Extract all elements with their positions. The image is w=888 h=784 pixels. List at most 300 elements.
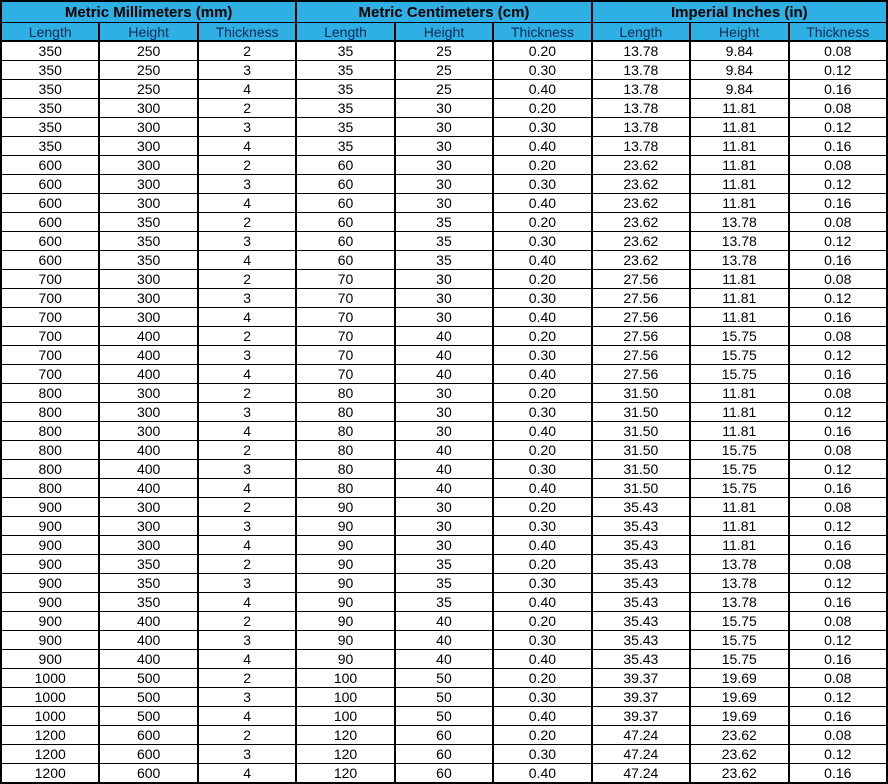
table-cell: 70	[296, 270, 394, 289]
table-cell: 2	[198, 327, 296, 346]
table-cell: 0.16	[789, 365, 888, 384]
table-cell: 1200	[1, 726, 99, 745]
table-cell: 0.16	[789, 251, 888, 270]
table-cell: 500	[99, 707, 197, 726]
table-cell: 35.43	[592, 555, 690, 574]
table-cell: 23.62	[690, 726, 788, 745]
table-cell: 2	[198, 99, 296, 118]
table-cell: 0.12	[789, 175, 888, 194]
table-cell: 600	[99, 764, 197, 784]
table-cell: 0.12	[789, 403, 888, 422]
table-cell: 0.08	[789, 498, 888, 517]
table-cell: 0.16	[789, 707, 888, 726]
table-cell: 900	[1, 612, 99, 631]
table-cell: 30	[395, 498, 493, 517]
column-header-mm-thickness: Thickness	[198, 23, 296, 42]
table-cell: 70	[296, 289, 394, 308]
table-cell: 30	[395, 384, 493, 403]
table-cell: 9.84	[690, 61, 788, 80]
table-cell: 350	[1, 137, 99, 156]
table-cell: 13.78	[592, 61, 690, 80]
table-cell: 700	[1, 289, 99, 308]
table-cell: 0.12	[789, 745, 888, 764]
table-cell: 9.84	[690, 41, 788, 61]
table-cell: 3	[198, 118, 296, 137]
table-row	[1, 631, 887, 650]
table-cell: 11.81	[690, 498, 788, 517]
table-cell: 0.12	[789, 118, 888, 137]
table-cell: 35	[296, 61, 394, 80]
table-cell: 0.40	[493, 137, 591, 156]
table-cell: 4	[198, 194, 296, 213]
table-cell: 60	[296, 175, 394, 194]
table-cell: 300	[99, 384, 197, 403]
table-row	[1, 308, 887, 327]
table-cell: 3	[198, 346, 296, 365]
table-cell: 11.81	[690, 118, 788, 137]
table-cell: 4	[198, 707, 296, 726]
table-cell: 2	[198, 156, 296, 175]
table-cell: 35	[395, 593, 493, 612]
table-row	[1, 365, 887, 384]
table-row	[1, 232, 887, 251]
table-cell: 350	[1, 61, 99, 80]
table-cell: 900	[1, 555, 99, 574]
table-cell: 3	[198, 175, 296, 194]
table-cell: 35.43	[592, 650, 690, 669]
table-cell: 0.30	[493, 289, 591, 308]
table-cell: 2	[198, 498, 296, 517]
table-cell: 4	[198, 593, 296, 612]
table-cell: 60	[296, 213, 394, 232]
table-row	[1, 327, 887, 346]
table-cell: 70	[296, 365, 394, 384]
table-cell: 0.08	[789, 555, 888, 574]
table-row	[1, 422, 887, 441]
table-cell: 11.81	[690, 137, 788, 156]
table-cell: 0.16	[789, 80, 888, 99]
table-cell: 0.12	[789, 289, 888, 308]
table-cell: 30	[395, 156, 493, 175]
group-header-cm: Metric Centimeters (cm)	[296, 1, 591, 23]
table-cell: 11.81	[690, 403, 788, 422]
table-cell: 0.12	[789, 517, 888, 536]
table-cell: 0.40	[493, 194, 591, 213]
table-row	[1, 498, 887, 517]
table-row	[1, 118, 887, 137]
table-cell: 60	[296, 194, 394, 213]
table-cell: 31.50	[592, 403, 690, 422]
table-cell: 400	[99, 365, 197, 384]
table-cell: 19.69	[690, 669, 788, 688]
table-cell: 39.37	[592, 707, 690, 726]
table-row	[1, 441, 887, 460]
table-row	[1, 536, 887, 555]
table-cell: 0.20	[493, 612, 591, 631]
table-cell: 400	[99, 441, 197, 460]
table-cell: 0.40	[493, 593, 591, 612]
table-cell: 35	[296, 118, 394, 137]
table-cell: 13.78	[690, 555, 788, 574]
table-cell: 700	[1, 270, 99, 289]
table-cell: 300	[99, 175, 197, 194]
table-row	[1, 403, 887, 422]
table-cell: 27.56	[592, 270, 690, 289]
table-cell: 13.78	[592, 99, 690, 118]
table-cell: 11.81	[690, 99, 788, 118]
table-cell: 35	[395, 574, 493, 593]
table-cell: 4	[198, 479, 296, 498]
table-cell: 400	[99, 346, 197, 365]
column-header-cm-thickness: Thickness	[493, 23, 591, 42]
table-cell: 31.50	[592, 441, 690, 460]
table-cell: 90	[296, 517, 394, 536]
table-cell: 0.30	[493, 574, 591, 593]
table-cell: 90	[296, 612, 394, 631]
table-cell: 120	[296, 726, 394, 745]
table-cell: 25	[395, 80, 493, 99]
table-cell: 0.16	[789, 479, 888, 498]
table-cell: 40	[395, 460, 493, 479]
table-cell: 23.62	[592, 175, 690, 194]
table-cell: 0.08	[789, 669, 888, 688]
table-cell: 80	[296, 384, 394, 403]
table-cell: 23.62	[592, 232, 690, 251]
table-cell: 600	[1, 194, 99, 213]
table-cell: 50	[395, 688, 493, 707]
table-cell: 0.20	[493, 213, 591, 232]
table-cell: 500	[99, 688, 197, 707]
table-cell: 31.50	[592, 460, 690, 479]
table-cell: 0.20	[493, 99, 591, 118]
table-cell: 15.75	[690, 460, 788, 479]
table-cell: 300	[99, 403, 197, 422]
table-cell: 11.81	[690, 422, 788, 441]
table-cell: 23.62	[592, 156, 690, 175]
table-cell: 0.20	[493, 669, 591, 688]
table-cell: 19.69	[690, 688, 788, 707]
table-cell: 90	[296, 593, 394, 612]
table-cell: 90	[296, 650, 394, 669]
table-cell: 15.75	[690, 441, 788, 460]
table-cell: 60	[395, 745, 493, 764]
column-header-row	[1, 23, 887, 42]
table-cell: 400	[99, 460, 197, 479]
table-row	[1, 61, 887, 80]
table-cell: 800	[1, 403, 99, 422]
table-cell: 0.40	[493, 80, 591, 99]
table-cell: 40	[395, 441, 493, 460]
table-row	[1, 479, 887, 498]
table-cell: 11.81	[690, 536, 788, 555]
table-cell: 1200	[1, 745, 99, 764]
table-cell: 35.43	[592, 517, 690, 536]
table-cell: 60	[395, 764, 493, 784]
table-cell: 100	[296, 707, 394, 726]
table-cell: 2	[198, 41, 296, 61]
table-cell: 0.30	[493, 403, 591, 422]
table-cell: 30	[395, 308, 493, 327]
table-cell: 23.62	[592, 251, 690, 270]
table-cell: 350	[99, 574, 197, 593]
table-cell: 35	[296, 41, 394, 61]
table-head	[1, 1, 887, 41]
group-header-in: Imperial Inches (in)	[592, 1, 887, 23]
table-cell: 15.75	[690, 327, 788, 346]
table-row	[1, 41, 887, 61]
table-cell: 900	[1, 593, 99, 612]
table-cell: 4	[198, 365, 296, 384]
table-cell: 40	[395, 365, 493, 384]
table-cell: 0.08	[789, 99, 888, 118]
table-cell: 13.78	[592, 118, 690, 137]
table-cell: 31.50	[592, 479, 690, 498]
table-cell: 15.75	[690, 365, 788, 384]
table-cell: 4	[198, 764, 296, 784]
table-cell: 0.30	[493, 745, 591, 764]
table-cell: 30	[395, 536, 493, 555]
table-row	[1, 612, 887, 631]
table-cell: 25	[395, 61, 493, 80]
table-cell: 2	[198, 270, 296, 289]
table-cell: 600	[1, 232, 99, 251]
table-cell: 2	[198, 441, 296, 460]
table-cell: 250	[99, 41, 197, 61]
table-cell: 100	[296, 688, 394, 707]
table-cell: 0.08	[789, 384, 888, 403]
table-cell: 3	[198, 688, 296, 707]
table-row	[1, 156, 887, 175]
table-cell: 3	[198, 289, 296, 308]
table-row	[1, 650, 887, 669]
table-cell: 50	[395, 707, 493, 726]
table-cell: 2	[198, 726, 296, 745]
table-cell: 900	[1, 498, 99, 517]
table-cell: 350	[99, 593, 197, 612]
table-cell: 900	[1, 631, 99, 650]
table-cell: 13.78	[690, 251, 788, 270]
table-cell: 2	[198, 384, 296, 403]
table-row	[1, 384, 887, 403]
table-cell: 0.12	[789, 460, 888, 479]
table-cell: 0.12	[789, 574, 888, 593]
table-cell: 0.40	[493, 422, 591, 441]
table-cell: 0.16	[789, 764, 888, 784]
table-cell: 100	[296, 669, 394, 688]
table-cell: 35.43	[592, 631, 690, 650]
table-cell: 0.30	[493, 631, 591, 650]
table-cell: 3	[198, 460, 296, 479]
table-cell: 0.12	[789, 346, 888, 365]
table-cell: 700	[1, 327, 99, 346]
table-cell: 40	[395, 327, 493, 346]
table-cell: 15.75	[690, 612, 788, 631]
table-row	[1, 251, 887, 270]
table-cell: 350	[1, 99, 99, 118]
table-cell: 0.08	[789, 327, 888, 346]
table-cell: 4	[198, 650, 296, 669]
table-row	[1, 346, 887, 365]
table-cell: 23.62	[690, 745, 788, 764]
column-header-in-height: Height	[690, 23, 788, 42]
table-cell: 3	[198, 61, 296, 80]
table-cell: 0.30	[493, 61, 591, 80]
table-cell: 80	[296, 422, 394, 441]
table-cell: 35.43	[592, 536, 690, 555]
table-cell: 0.16	[789, 137, 888, 156]
table-cell: 1200	[1, 764, 99, 784]
table-cell: 300	[99, 156, 197, 175]
table-cell: 35.43	[592, 498, 690, 517]
table-cell: 90	[296, 631, 394, 650]
table-cell: 19.69	[690, 707, 788, 726]
table-cell: 9.84	[690, 80, 788, 99]
table-row	[1, 194, 887, 213]
column-header-in-thickness: Thickness	[789, 23, 888, 42]
table-cell: 13.78	[592, 137, 690, 156]
table-cell: 800	[1, 479, 99, 498]
table-row	[1, 289, 887, 308]
table-cell: 0.20	[493, 441, 591, 460]
table-cell: 1000	[1, 669, 99, 688]
table-row	[1, 688, 887, 707]
table-cell: 3	[198, 517, 296, 536]
table-cell: 900	[1, 536, 99, 555]
table-cell: 11.81	[690, 517, 788, 536]
table-row	[1, 213, 887, 232]
table-cell: 700	[1, 346, 99, 365]
table-cell: 600	[1, 251, 99, 270]
table-cell: 0.20	[493, 270, 591, 289]
table-cell: 800	[1, 422, 99, 441]
table-cell: 27.56	[592, 365, 690, 384]
table-cell: 11.81	[690, 308, 788, 327]
table-cell: 900	[1, 574, 99, 593]
table-cell: 600	[99, 726, 197, 745]
table-cell: 0.08	[789, 156, 888, 175]
table-cell: 4	[198, 308, 296, 327]
table-cell: 0.30	[493, 688, 591, 707]
table-cell: 0.40	[493, 707, 591, 726]
table-cell: 40	[395, 346, 493, 365]
table-cell: 35	[395, 213, 493, 232]
column-header-in-length: Length	[592, 23, 690, 42]
table-cell: 39.37	[592, 669, 690, 688]
table-cell: 600	[1, 175, 99, 194]
table-cell: 30	[395, 118, 493, 137]
table-cell: 13.78	[690, 574, 788, 593]
table-cell: 0.16	[789, 308, 888, 327]
table-cell: 15.75	[690, 631, 788, 650]
table-cell: 27.56	[592, 327, 690, 346]
column-header-cm-length: Length	[296, 23, 394, 42]
table-cell: 90	[296, 536, 394, 555]
table-row	[1, 745, 887, 764]
table-cell: 1000	[1, 688, 99, 707]
table-cell: 0.16	[789, 536, 888, 555]
table-row	[1, 99, 887, 118]
table-cell: 40	[395, 631, 493, 650]
table-cell: 300	[99, 536, 197, 555]
table-cell: 23.62	[690, 764, 788, 784]
table-cell: 2	[198, 213, 296, 232]
table-row	[1, 669, 887, 688]
table-cell: 11.81	[690, 194, 788, 213]
table-cell: 800	[1, 384, 99, 403]
table-cell: 35	[395, 251, 493, 270]
table-cell: 30	[395, 422, 493, 441]
table-cell: 13.78	[690, 593, 788, 612]
table-cell: 35	[395, 555, 493, 574]
table-cell: 3	[198, 403, 296, 422]
table-cell: 31.50	[592, 422, 690, 441]
table-cell: 30	[395, 137, 493, 156]
table-cell: 4	[198, 80, 296, 99]
table-cell: 300	[99, 308, 197, 327]
table-cell: 400	[99, 479, 197, 498]
table-cell: 30	[395, 270, 493, 289]
table-cell: 35	[296, 99, 394, 118]
table-cell: 35.43	[592, 593, 690, 612]
table-cell: 350	[1, 80, 99, 99]
table-cell: 11.81	[690, 175, 788, 194]
table-cell: 300	[99, 498, 197, 517]
table-cell: 0.12	[789, 232, 888, 251]
table-cell: 35.43	[592, 612, 690, 631]
table-cell: 0.40	[493, 650, 591, 669]
table-cell: 0.20	[493, 498, 591, 517]
table-cell: 80	[296, 441, 394, 460]
table-cell: 250	[99, 80, 197, 99]
table-row	[1, 460, 887, 479]
table-cell: 47.24	[592, 726, 690, 745]
table-cell: 0.08	[789, 441, 888, 460]
table-cell: 23.62	[592, 213, 690, 232]
table-cell: 700	[1, 308, 99, 327]
table-row	[1, 574, 887, 593]
table-cell: 11.81	[690, 384, 788, 403]
table-cell: 47.24	[592, 745, 690, 764]
table-cell: 0.20	[493, 327, 591, 346]
table-cell: 120	[296, 764, 394, 784]
table-cell: 0.40	[493, 251, 591, 270]
table-cell: 250	[99, 61, 197, 80]
table-cell: 27.56	[592, 289, 690, 308]
table-cell: 40	[395, 612, 493, 631]
table-cell: 900	[1, 650, 99, 669]
table-cell: 11.81	[690, 289, 788, 308]
table-row	[1, 764, 887, 784]
table-cell: 30	[395, 194, 493, 213]
table-cell: 300	[99, 118, 197, 137]
table-row	[1, 270, 887, 289]
table-cell: 31.50	[592, 384, 690, 403]
table-cell: 0.30	[493, 517, 591, 536]
table-cell: 2	[198, 669, 296, 688]
table-cell: 800	[1, 460, 99, 479]
column-header-cm-height: Height	[395, 23, 493, 42]
table-cell: 30	[395, 289, 493, 308]
table-cell: 350	[1, 41, 99, 61]
table-cell: 13.78	[592, 80, 690, 99]
table-cell: 40	[395, 479, 493, 498]
table-cell: 11.81	[690, 156, 788, 175]
table-cell: 400	[99, 327, 197, 346]
table-cell: 4	[198, 251, 296, 270]
table-cell: 600	[1, 213, 99, 232]
table-cell: 35.43	[592, 574, 690, 593]
table-cell: 90	[296, 574, 394, 593]
